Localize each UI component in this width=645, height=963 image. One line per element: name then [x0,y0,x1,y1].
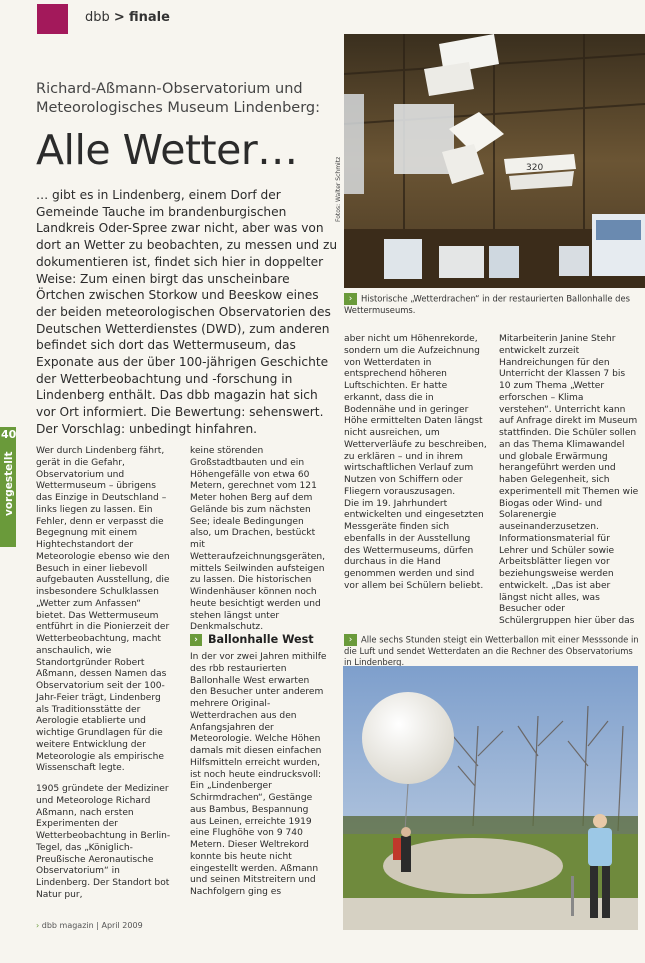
header-separator: > [113,10,125,25]
sidebar-label: vorgestellt [3,451,15,516]
column-2-continued [190,652,327,899]
col4-paragraph-1: Mitarbeiterin Janine Stehr entwickelt zurzeit Handreichungen für den Unterricht der Klassen 7 bis 10 zum Thema „Wetter erforschen – Klima verstehen“. Unterricht kann auf Anfrage direkt im Museum stattfinden. Die Schüler sollen an das Thema Klimawandel und globale Erwärmung herangeführt werden und haben Gelegenheit, sich experimentell mit Themen wie Biogas oder Wind- und Solarenergie auseinanderzusetzen. Informationsmaterial für Lehrer und Schüler sowie Arbeitsblätter liegen vor beziehungsweise werden entwickelt. „Das ist aber längst nicht alles, was Besucher oder Schülergruppen hier über das [499,334,639,626]
footer-arrow-icon: › [36,921,40,930]
col1-paragraph-2: 1905 gründete der Mediziner und Meteorologe Richard Aßmann, nach ersten Experimenten der Wetterbeobachtung in Berlin-Tegel, das „Königlich-Preußische Aeronautische Observatorium“ in Lindenberg. Der Standort bot Natur pur, [36,784,171,900]
header-color-square [37,4,68,34]
col3-paragraph-2: Die im 19. Jahrhundert entwickelten und eingesetzten Messgeräte finden sich ebenfalls in der Ausstellung des Wettermuseums, dürfen durchaus in die Hand genommen werden und sind vor allem bei Schülern beliebt. [344,498,484,591]
kite-label: 320 [526,163,544,173]
photo2-caption-text: Alle sechs Stunden steigt ein Wetterballon mit einer Messsonde in die Luft und sendet Wetterdaten an die Rechner des Observatoriums in Lindenberg. [344,634,639,667]
weather-balloon-illustration [343,666,638,930]
col1-paragraph-1: Wer durch Lindenberg fährt, gerät in die Gefahr, Observatorium und Wettermuseum – übrigens das Einzige in Deutschland – links liegen zu lassen. Ein Fehler, denn er verpasst die Begegnung mit einem Hightechstandort der Meteorologie ebenso wie den Besuch in einer liebevoll aufgebauten Ausstellung, die insbesondere Schulklassen „Wetter zum Anfassen“ bietet. Das Wettermuseum entführt in die Pionierzeit der Wetterbeobachtung, macht anschaulich, wie Standortgründer Robert Aßmann, dessen Namen das Observatorium seit der 100-Jahr-Feier trägt, Lindenberg als Traditionsstätte der Aerologie etablierte und wichtige Grundlagen für die weitere Entwicklung der Meteorologie als empirische Wissenschaft legte. [36,446,170,774]
header-section: finale [128,10,170,25]
photo-weather-balloon [343,666,638,930]
photo1-caption [344,293,640,316]
photo2-caption [344,634,640,667]
page-footer [36,921,143,930]
header-brand: dbb [85,10,110,25]
photo-credit: Fotos: Walter Schmitz [335,156,342,222]
section-heading-text: Ballonhalle West [208,633,314,646]
header-breadcrumb [85,10,170,25]
balloon-hall-illustration [344,34,645,288]
photo-balloon-hall [344,34,645,288]
section-heading [190,633,314,646]
footer-text: dbb magazin | April 2009 [41,921,143,930]
photo1-caption-text: Historische „Wetterdrachen“ in der restaurierten Ballonhalle des Wettermuseums. [344,293,631,315]
article-lead: … gibt es in Lindenberg, einem Dorf der Gemeinde Tauche im brandenburgischen Landkreis Oder-Spree zwar nicht, aber was von dort an Wetter zu beobachten, zu messen und zu dokumentieren ist, findet sich hier in doppelter Weise: Zum einen birgt das unscheinbare Örtchen zwischen Storkow und Beeskow eines der beiden meteorologischen Observatorien des Deutschen Wetterdienstes (DWD), zum anderen befindet sich dort das Wettermuseum, das Exponate aus der über 100-jährigen Geschichte der Wetterbeobachtung und -forschung in Lindenberg enthält. Das dbb magazin hat sich vor Ort informiert. Die Bewertung: sehenswert. Der Vorschlag: unbedingt hinfahren. [36,188,338,436]
column-1 [36,446,172,902]
column-2 [190,446,327,634]
article-supertitle: Richard-Aßmann-Observatorium und Meteorologisches Museum Lindenberg: [36,81,320,116]
col2-paragraph-2: In der vor zwei Jahren mithilfe des rbb restaurierten Ballonhalle West erwarten den Besucher unter anderem mehrere Original-Wetterdrachen aus den Anfangsjahren der Meteorologie. Welche Höhen damals mit diesen einfachen Hilfsmitteln erreicht wurden, ist noch heute eindrucksvoll: Ein „Lindenberger Schirmdrachen“, Gestänge aus Bambus, Bespannung aus Leinen, erreichte 1919 eine Flughöhe von 9 740 Metern. Dieser Weltrekord konnte bis heute nicht eingestellt werden. Aßmann und seinen Mitstreitern und Nachfolgern ging es [190,652,327,897]
caption-arrow-icon: › [344,293,357,305]
col2-paragraph-1: keine störenden Großstadtbauten und ein Höhengefälle von etwa 60 Metern, gerechnet vom 121 Meter hohen Berg auf dem Gelände bis zum nächsten See; ideale Bedingungen also, um Drachen, bestückt mit Wetteraufzeichnungsgeräten, mittels Seilwinden aufsteigen zu lassen. Die historischen Windenhäuser können noch heute besichtigt werden und stehen längst unter Denkmalschutz. [190,446,326,633]
section-arrow-icon: › [190,634,202,646]
col3-paragraph-1: aber nicht um Höhenrekorde, sondern um die Aufzeichnung von Wetterdaten in entsprechend höheren Luftschichten. Er hatte erkannt, dass die in Bodennähe und in geringer Höhe ermittelten Daten längst nicht ausreichen, um Wetterverläufe zu beschreiben, zu erklären – und in ihrem wirtschaftlichen Verlauf zum Nutzen von Schiffern oder Fliegern vorauszusagen. [344,334,487,497]
page-number: 40 [1,428,17,441]
column-4 [499,334,639,628]
caption-arrow-icon: › [344,634,357,646]
column-3 [344,334,487,593]
article-title: Alle Wetter… [36,126,298,174]
